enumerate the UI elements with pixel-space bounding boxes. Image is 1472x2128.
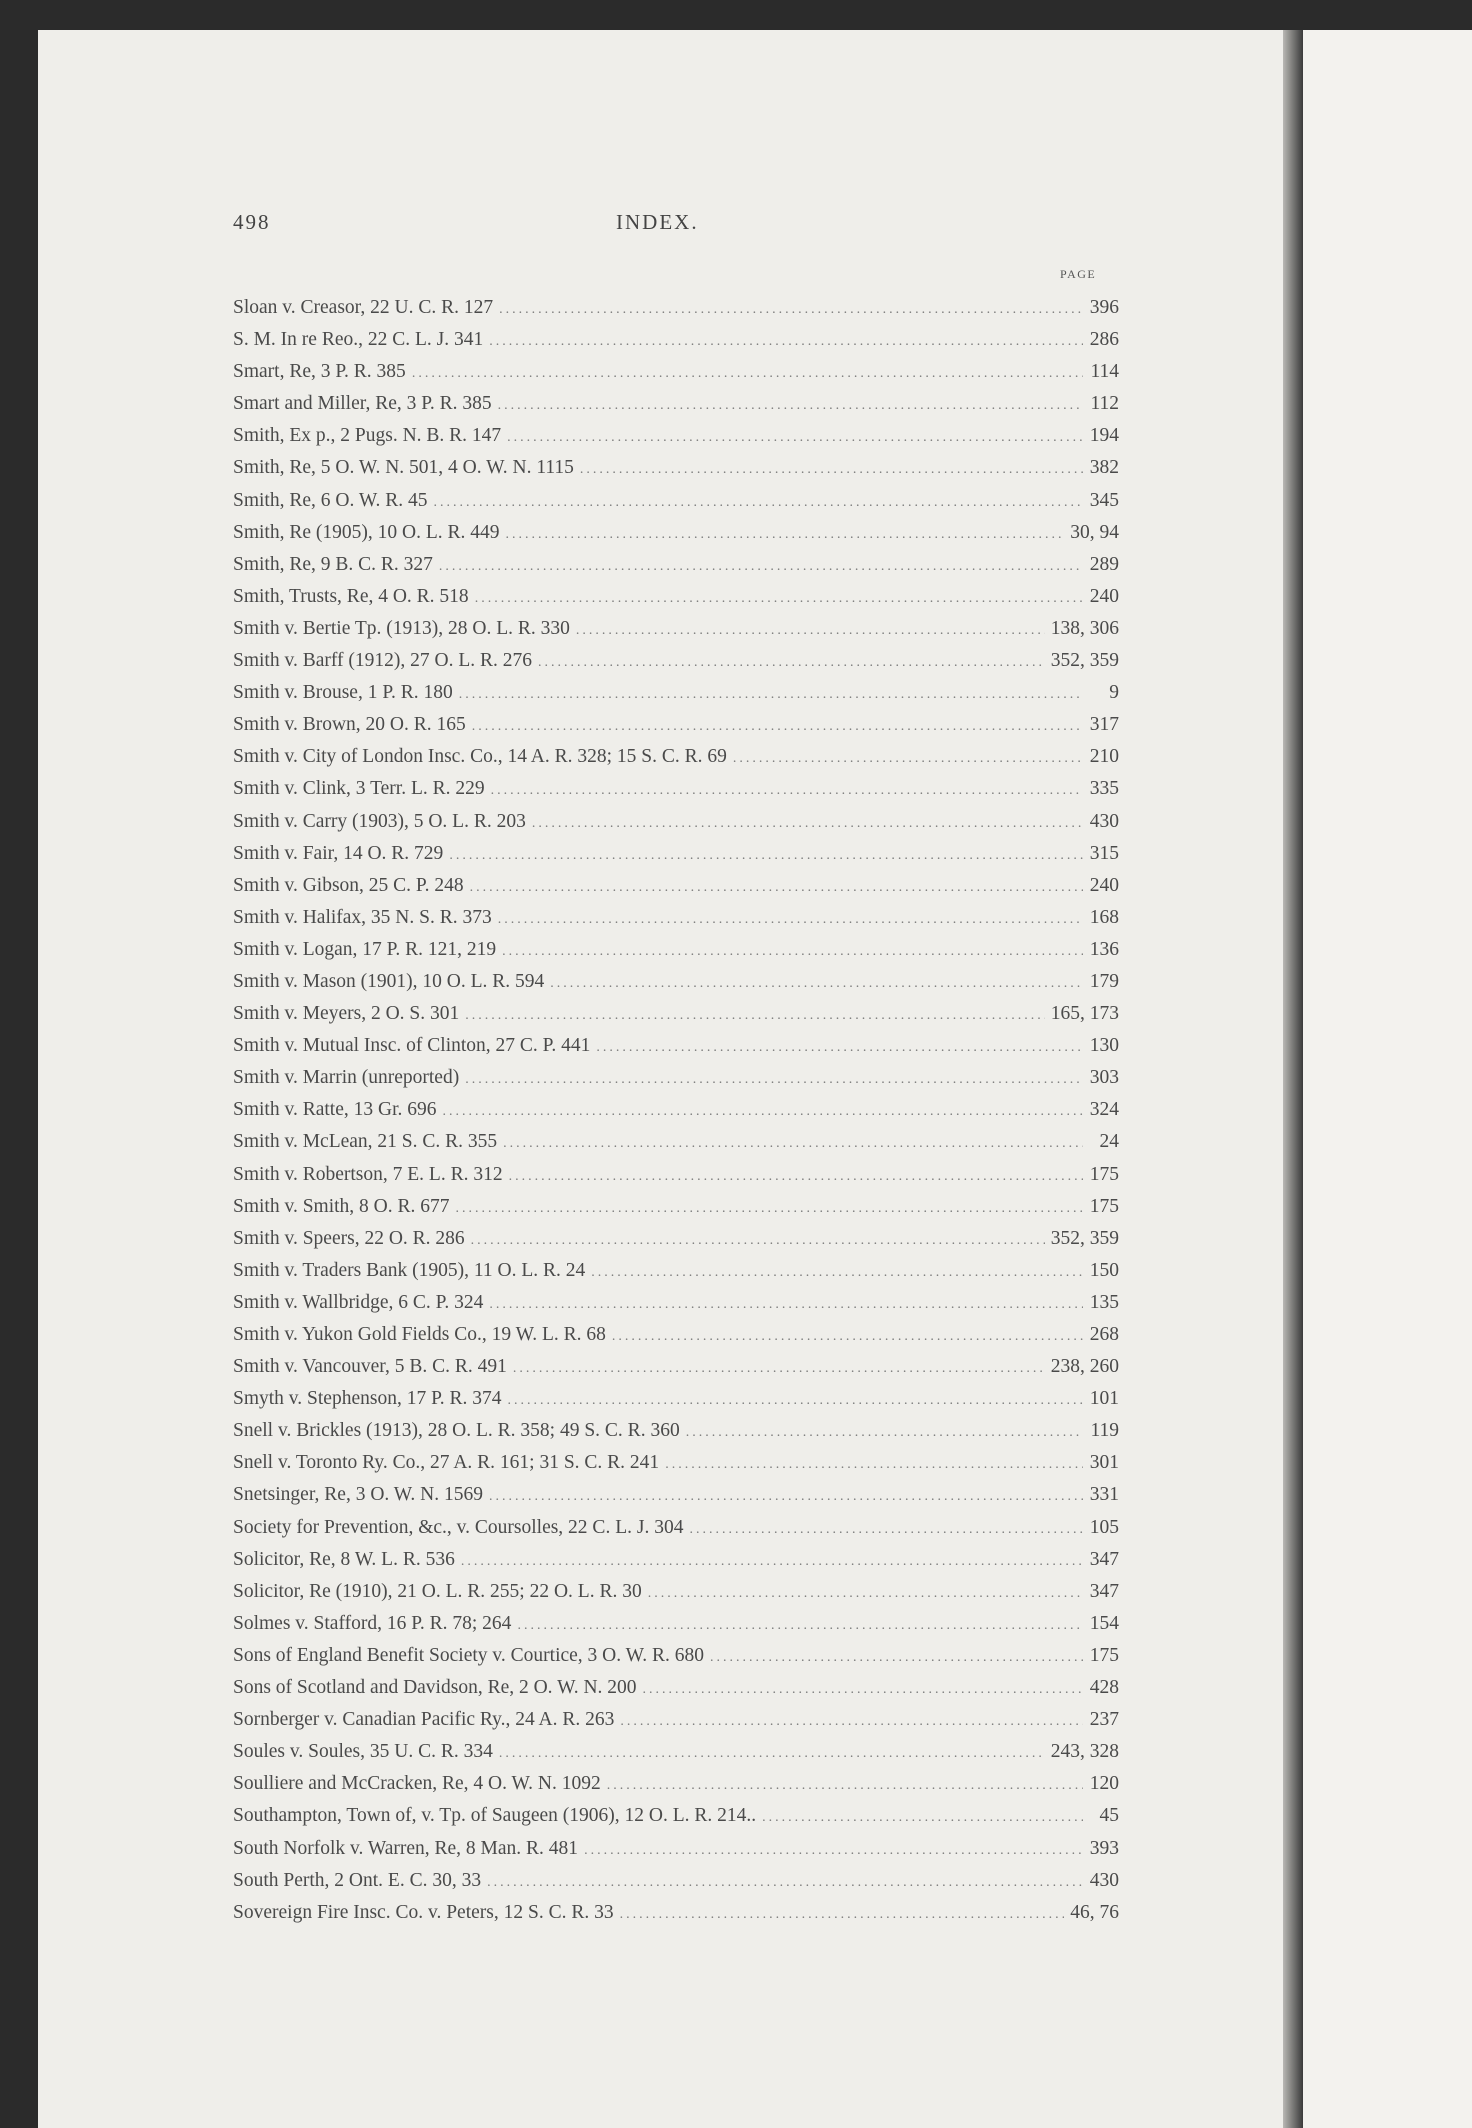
entry-citation: Smart, Re, 3 P. R. 385 <box>233 361 406 383</box>
index-entry <box>233 324 1119 356</box>
index-entry <box>233 806 1119 838</box>
entry-page: 168 <box>1089 906 1119 928</box>
dot-leader <box>508 1385 1083 1417</box>
index-entry <box>233 1159 1119 1191</box>
index-entry <box>233 1736 1119 1768</box>
dot-leader <box>461 1546 1083 1578</box>
index-entry <box>233 677 1119 709</box>
index-entry <box>233 1287 1119 1319</box>
index-entry <box>233 549 1119 581</box>
entry-page: 240 <box>1089 585 1119 607</box>
index-entry <box>233 1415 1119 1447</box>
dot-leader <box>620 1706 1083 1738</box>
entry-page: 331 <box>1089 1484 1119 1506</box>
index-entry <box>233 1704 1119 1736</box>
entry-citation: Smith v. Clink, 3 Terr. L. R. 229 <box>233 778 485 800</box>
dot-leader <box>470 872 1083 904</box>
entry-page: 430 <box>1089 810 1119 832</box>
index-entry <box>233 1319 1119 1351</box>
index-entry <box>233 645 1119 677</box>
index-entry <box>233 1479 1119 1511</box>
entry-page: 175 <box>1089 1195 1119 1217</box>
page-column-label: PAGE <box>1060 267 1097 281</box>
entry-page: 45 <box>1099 1805 1119 1827</box>
index-entry <box>233 741 1119 773</box>
dot-leader <box>439 551 1083 583</box>
entry-page: 324 <box>1089 1099 1119 1121</box>
dot-leader <box>489 1481 1083 1513</box>
entry-page: 105 <box>1089 1516 1119 1538</box>
index-entry <box>233 709 1119 741</box>
entry-citation: Smith, Re, 5 O. W. N. 501, 4 O. W. N. 1115 <box>233 457 574 479</box>
entry-page: 9 <box>1109 682 1119 704</box>
dot-leader <box>506 519 1065 551</box>
entry-page: 120 <box>1089 1773 1119 1795</box>
entry-citation: Smith v. Yukon Gold Fields Co., 19 W. L. R. 68 <box>233 1324 606 1345</box>
entry-page: 286 <box>1089 329 1119 351</box>
dot-leader <box>733 743 1083 775</box>
dot-leader <box>499 294 1083 326</box>
entry-page: 396 <box>1089 297 1119 318</box>
entry-citation: Sovereign Fire Insc. Co. v. Peters, 12 S. C. R. 33 <box>233 1901 614 1923</box>
entry-citation: Smith v. Smith, 8 O. R. 677 <box>233 1195 450 1217</box>
dot-leader <box>465 1064 1083 1096</box>
dot-leader <box>532 808 1083 840</box>
entry-page: 175 <box>1089 1644 1119 1666</box>
entry-page: 179 <box>1089 970 1119 992</box>
dot-leader <box>648 1578 1083 1610</box>
dot-leader <box>489 1289 1083 1321</box>
dot-leader <box>449 840 1083 872</box>
entry-citation: Smith v. Gibson, 25 C. P. 248 <box>233 874 464 896</box>
dot-leader <box>550 968 1083 1000</box>
entry-citation: S. M. In re Reo., 22 C. L. J. 341 <box>233 329 484 351</box>
index-entry <box>233 485 1119 517</box>
entry-page: 30, 94 <box>1070 521 1119 543</box>
entry-page: 194 <box>1089 425 1119 447</box>
entry-citation: Smith, Re, 6 O. W. R. 45 <box>233 489 428 511</box>
entry-citation: Smyth v. Stephenson, 17 P. R. 374 <box>233 1388 502 1410</box>
entry-page: 317 <box>1089 714 1119 736</box>
dot-leader <box>471 1225 1045 1257</box>
dot-leader <box>487 1867 1083 1899</box>
entry-page: 352, 359 <box>1050 1227 1119 1249</box>
entry-page: 165, 173 <box>1050 1003 1119 1025</box>
entry-page: 119 <box>1090 1420 1119 1442</box>
entry-citation: Smith v. Halifax, 35 N. S. R. 373 <box>233 906 492 928</box>
book-page <box>38 30 1283 2128</box>
facing-page-edge <box>1303 30 1472 2128</box>
entry-citation: Sloan v. Creasor, 22 U. C. R. 127 <box>233 297 494 318</box>
dot-leader <box>503 1128 1083 1160</box>
entry-page: 430 <box>1089 1869 1119 1891</box>
dot-leader <box>762 1802 1083 1834</box>
index-entry <box>233 1768 1119 1800</box>
dot-leader <box>475 583 1083 615</box>
entry-citation: Solmes v. Stafford, 16 P. R. 78; 264 <box>233 1612 512 1634</box>
entry-page: 345 <box>1089 489 1119 511</box>
entry-citation: Smith v. Brown, 20 O. R. 165 <box>233 714 466 736</box>
entry-page: 237 <box>1089 1709 1119 1731</box>
dot-leader <box>538 647 1045 679</box>
entry-page: 114 <box>1090 361 1119 383</box>
entry-page: 210 <box>1089 746 1119 768</box>
index-entry <box>233 1255 1119 1287</box>
dot-leader <box>620 1899 1065 1931</box>
entry-citation: South Perth, 2 Ont. E. C. 30, 33 <box>233 1869 482 1891</box>
dot-leader <box>607 1770 1083 1802</box>
index-entry <box>233 998 1119 1030</box>
entry-page: 352, 359 <box>1050 650 1119 672</box>
dot-leader <box>498 904 1083 936</box>
index-entry <box>233 1126 1119 1158</box>
dot-leader <box>576 615 1045 647</box>
entry-page: 130 <box>1089 1035 1119 1057</box>
entry-citation: Smith v. Brouse, 1 P. R. 180 <box>233 682 453 704</box>
entry-page: 150 <box>1089 1259 1119 1281</box>
entry-citation: Snell v. Brickles (1913), 28 O. L. R. 358; 49 S. C. R. 360 <box>233 1420 680 1442</box>
entry-citation: Smart and Miller, Re, 3 P. R. 385 <box>233 393 492 415</box>
dot-leader <box>517 1610 1083 1642</box>
dot-leader <box>456 1193 1083 1225</box>
entry-citation: Snell v. Toronto Ry. Co., 27 A. R. 161; 31 S. C. R. 241 <box>233 1452 660 1474</box>
entry-citation: Smith v. Logan, 17 P. R. 121, 219 <box>233 938 497 960</box>
index-entry <box>233 1447 1119 1479</box>
index-entry <box>233 1191 1119 1223</box>
index-entry <box>233 966 1119 998</box>
dot-leader <box>507 422 1083 454</box>
entry-citation: Smith, Re (1905), 10 O. L. R. 449 <box>233 521 500 543</box>
dot-leader <box>584 1835 1083 1867</box>
entry-citation: Smith v. Robertson, 7 E. L. R. 312 <box>233 1163 503 1185</box>
index-entry <box>233 870 1119 902</box>
entry-citation: Smith v. Meyers, 2 O. S. 301 <box>233 1003 460 1025</box>
index-entry <box>233 1383 1119 1415</box>
entry-page: 154 <box>1089 1612 1119 1634</box>
entry-page: 303 <box>1089 1067 1119 1089</box>
entry-page: 238, 260 <box>1050 1356 1119 1378</box>
entry-page: 382 <box>1089 457 1119 479</box>
entry-citation: Society for Prevention, &c., v. Coursolles, 22 C. L. J. 304 <box>233 1516 684 1538</box>
index-entry <box>233 773 1119 805</box>
entry-page: 112 <box>1090 393 1119 415</box>
entry-page: 175 <box>1089 1163 1119 1185</box>
entry-citation: Smith v. McLean, 21 S. C. R. 355 <box>233 1131 498 1153</box>
entry-citation: Soulliere and McCracken, Re, 4 O. W. N. 1092 <box>233 1773 601 1795</box>
index-entry <box>233 1544 1119 1576</box>
dot-leader <box>596 1032 1083 1064</box>
dot-leader <box>612 1321 1083 1353</box>
entry-citation: Smith v. Fair, 14 O. R. 729 <box>233 842 444 864</box>
index-entry <box>233 1223 1119 1255</box>
entry-page: 136 <box>1089 938 1119 960</box>
index-entry <box>233 517 1119 549</box>
index-entry <box>233 1094 1119 1126</box>
index-entry <box>233 1062 1119 1094</box>
dot-leader <box>591 1257 1083 1289</box>
index-entry <box>233 356 1119 388</box>
dot-leader <box>434 487 1084 519</box>
entry-citation: Southampton, Town of, v. Tp. of Saugeen (1906), 12 O. L. R. 214.. <box>233 1805 757 1827</box>
dot-leader <box>580 454 1083 486</box>
index-entries <box>233 292 1119 1929</box>
page-number: 498 <box>233 210 271 234</box>
index-entry <box>233 452 1119 484</box>
entry-citation: Smith v. Speers, 22 O. R. 286 <box>233 1227 465 1249</box>
dot-leader <box>686 1417 1083 1449</box>
entry-citation: Smith v. Wallbridge, 6 C. P. 324 <box>233 1291 484 1313</box>
entry-citation: Sornberger v. Canadian Pacific Ry., 24 A. R. 263 <box>233 1709 615 1731</box>
dot-leader <box>412 358 1083 390</box>
index-entry <box>233 581 1119 613</box>
dot-leader <box>513 1353 1045 1385</box>
entry-citation: Smith v. Marrin (unreported) <box>233 1067 460 1089</box>
entry-page: 393 <box>1089 1837 1119 1859</box>
entry-page: 46, 76 <box>1070 1901 1119 1923</box>
dot-leader <box>442 1096 1083 1128</box>
dot-leader <box>643 1674 1083 1706</box>
entry-citation: Smith, Ex p., 2 Pugs. N. B. R. 147 <box>233 425 502 447</box>
entry-citation: Smith, Re, 9 B. C. R. 327 <box>233 553 433 575</box>
book-gutter <box>1283 30 1303 2128</box>
entry-page: 315 <box>1089 842 1119 864</box>
index-entry <box>233 1897 1119 1929</box>
entry-citation: Solicitor, Re, 8 W. L. R. 536 <box>233 1548 455 1570</box>
index-entry <box>233 902 1119 934</box>
index-entry <box>233 838 1119 870</box>
index-entry <box>233 420 1119 452</box>
entry-citation: Snetsinger, Re, 3 O. W. N. 1569 <box>233 1484 484 1506</box>
index-entry <box>233 1672 1119 1704</box>
dot-leader <box>489 326 1083 358</box>
page-title: INDEX. <box>616 210 699 234</box>
index-entry <box>233 292 1119 324</box>
entry-page: 101 <box>1089 1388 1119 1410</box>
dot-leader <box>710 1642 1083 1674</box>
entry-page: 240 <box>1089 874 1119 896</box>
index-entry <box>233 388 1119 420</box>
index-entry <box>233 1351 1119 1383</box>
entry-citation: Sons of Scotland and Davidson, Re, 2 O. W. N. 200 <box>233 1677 637 1699</box>
dot-leader <box>665 1449 1083 1481</box>
index-entry <box>233 1030 1119 1062</box>
entry-citation: Smith v. Carry (1903), 5 O. L. R. 203 <box>233 810 526 832</box>
entry-page: 289 <box>1089 553 1119 575</box>
entry-page: 428 <box>1089 1677 1119 1699</box>
index-entry <box>233 613 1119 645</box>
entry-citation: Smith v. Traders Bank (1905), 11 O. L. R. 24 <box>233 1259 586 1281</box>
dot-leader <box>498 390 1083 422</box>
index-entry <box>233 1608 1119 1640</box>
dot-leader <box>491 775 1083 807</box>
index-entry <box>233 1833 1119 1865</box>
entry-citation: Smith v. Bertie Tp. (1913), 28 O. L. R. 330 <box>233 617 570 639</box>
index-entry <box>233 1800 1119 1832</box>
entry-page: 138, 306 <box>1050 617 1119 639</box>
entry-page: 24 <box>1099 1131 1119 1153</box>
entry-citation: Smith, Trusts, Re, 4 O. R. 518 <box>233 585 469 607</box>
entry-citation: Smith v. Barff (1912), 27 O. L. R. 276 <box>233 650 532 672</box>
dot-leader <box>465 1000 1045 1032</box>
index-entry <box>233 1512 1119 1544</box>
entry-citation: Smith v. Ratte, 13 Gr. 696 <box>233 1099 437 1121</box>
entry-page: 335 <box>1089 778 1119 800</box>
entry-page: 268 <box>1089 1324 1119 1345</box>
index-entry <box>233 1576 1119 1608</box>
entry-page: 301 <box>1089 1452 1119 1474</box>
entry-citation: Soules v. Soules, 35 U. C. R. 334 <box>233 1741 493 1763</box>
entry-citation: Smith v. City of London Insc. Co., 14 A. R. 328; 15 S. C. R. 69 <box>233 746 727 768</box>
dot-leader <box>472 711 1083 743</box>
entry-page: 347 <box>1089 1548 1119 1570</box>
entry-citation: Smith v. Vancouver, 5 B. C. R. 491 <box>233 1356 507 1378</box>
dot-leader <box>509 1161 1083 1193</box>
dot-leader <box>459 679 1083 711</box>
entry-page: 347 <box>1089 1580 1119 1602</box>
entry-citation: Smith v. Mason (1901), 10 O. L. R. 594 <box>233 970 545 992</box>
entry-citation: South Norfolk v. Warren, Re, 8 Man. R. 481 <box>233 1837 579 1859</box>
dot-leader <box>502 936 1083 968</box>
dot-leader <box>689 1514 1083 1546</box>
entry-citation: Sons of England Benefit Society v. Courtice, 3 O. W. R. 680 <box>233 1644 705 1666</box>
index-entry <box>233 1640 1119 1672</box>
entry-page: 243, 328 <box>1050 1741 1119 1763</box>
entry-citation: Smith v. Mutual Insc. of Clinton, 27 C. P. 441 <box>233 1035 591 1057</box>
entry-page: 135 <box>1089 1291 1119 1313</box>
dot-leader <box>499 1738 1045 1770</box>
index-entry <box>233 934 1119 966</box>
index-entry <box>233 1865 1119 1897</box>
entry-citation: Solicitor, Re (1910), 21 O. L. R. 255; 22 O. L. R. 30 <box>233 1580 642 1602</box>
